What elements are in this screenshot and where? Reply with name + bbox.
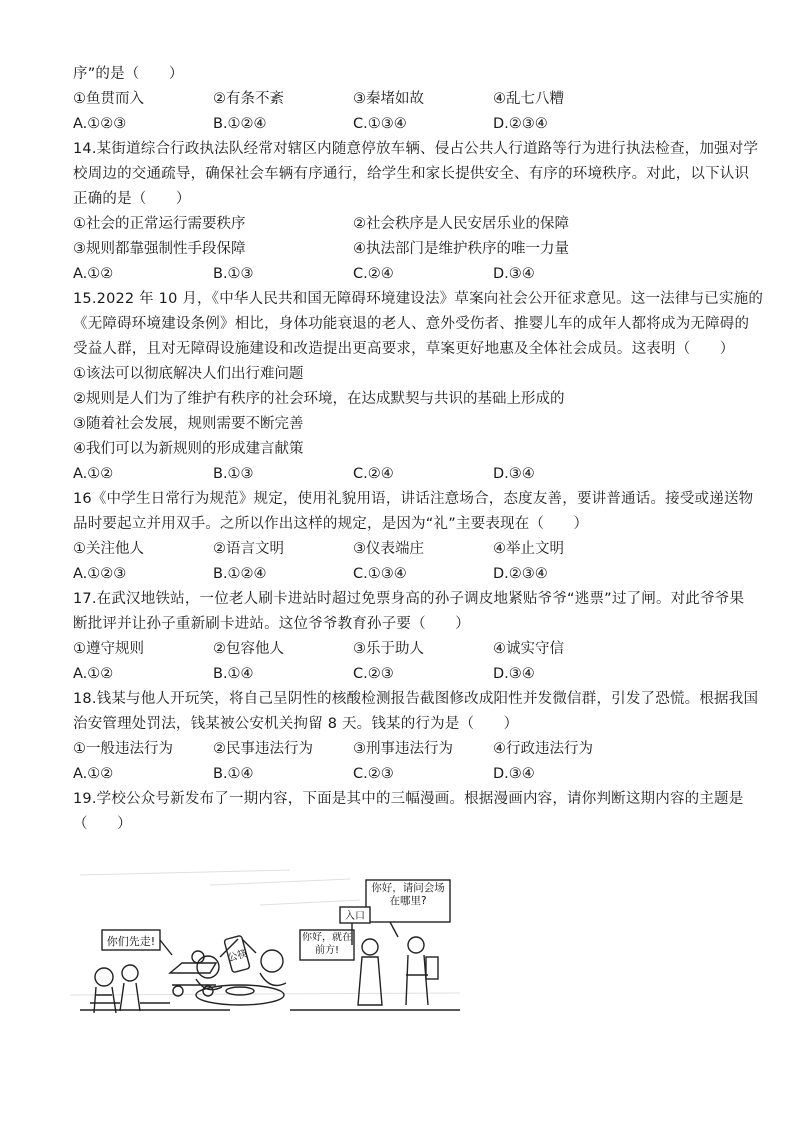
q18-statement-3: ③刑事违法行为: [353, 741, 453, 757]
q16-choice-d[interactable]: D.②③④: [493, 566, 548, 582]
person-icon: [122, 965, 138, 981]
q15-statement-1: ①该法可以彻底解决人们出行难问题: [73, 366, 304, 382]
comic-illustration: [60, 845, 470, 1020]
q14-choice-a[interactable]: A.①②: [73, 266, 114, 282]
q16-statement-2: ②语言文明: [213, 541, 284, 557]
q19-stem-line-2: （ ）: [73, 816, 132, 832]
q18-statement-4: ④行政违法行为: [493, 741, 593, 757]
q13-choice-d[interactable]: D.②③④: [493, 116, 548, 132]
panel3-entrance-text: 入口: [345, 911, 365, 922]
q14-statement-4: ④执法部门是维护秩序的唯一力量: [353, 241, 569, 257]
q15-statement-2: ②规则是人们为了维护有秩序的社会环境，在达成默契与共识的基础上形成的: [73, 391, 565, 407]
q15-choice-c[interactable]: C.②④: [353, 466, 394, 482]
q14-stem-line-2: 校周边的交通疏导，确保社会车辆有序通行，给学生和家长提供安全、有序的环境秩序。对此，以下认识: [73, 166, 750, 182]
q13-choice-b[interactable]: B.①②④: [213, 116, 267, 132]
panel3-answer-wrap: [302, 932, 352, 960]
q18-choice-a[interactable]: A.①②: [73, 766, 114, 782]
person-icon: [261, 950, 283, 972]
q17-choice-a[interactable]: A.①②: [73, 666, 114, 682]
q17-choice-b[interactable]: B.①④: [213, 666, 254, 682]
person-icon: [95, 968, 113, 986]
q14-statement-2: ②社会秩序是人民安居乐业的保障: [353, 216, 569, 232]
q13-choice-c[interactable]: C.①③④: [353, 116, 407, 132]
q15-choice-a[interactable]: A.①②: [73, 466, 114, 482]
person-icon: [362, 939, 378, 955]
q13-statement-1: ①鱼贯而入: [73, 91, 144, 107]
q16-choice-a[interactable]: A.①②③: [73, 566, 127, 582]
person-icon: [408, 937, 424, 953]
q17-statement-2: ②包容他人: [213, 641, 284, 657]
q17-choice-d[interactable]: D.③④: [493, 666, 535, 682]
q18-choice-b[interactable]: B.①④: [213, 766, 254, 782]
q16-statement-4: ④举止文明: [493, 541, 564, 557]
panel3-answer-text: 你好，就在前方!: [302, 932, 352, 956]
q15-choice-b[interactable]: B.①③: [213, 466, 254, 482]
q13-statement-2: ②有条不紊: [213, 91, 284, 107]
q14-choice-b[interactable]: B.①③: [213, 266, 254, 282]
q18-stem-line-2: 治安管理处罚法，钱某被公安机关拘留 8 天。钱某的行为是（ ）: [73, 716, 519, 732]
panel2-sign-text: 公筷: [226, 948, 249, 965]
backpack-icon: [426, 957, 438, 979]
q16-statement-1: ①关注他人: [73, 541, 144, 557]
q13-statement-4: ④乱七八糟: [493, 91, 564, 107]
q16-statement-3: ③仪表端庄: [353, 541, 424, 557]
q18-stem-line-1: 18.钱某与他人开玩笑，将自己呈阴性的核酸检测报告截图修改成阳性并发微信群，引发了恐慌。根据我国: [73, 691, 759, 707]
q19-stem-line-1: 19.学校公众号新发布了一期内容，下面是其中的三幅漫画。根据漫画内容，请你判断这期内容的主题是: [73, 791, 744, 807]
q14-choice-d[interactable]: D.③④: [493, 266, 535, 282]
q17-statement-1: ①遵守规则: [73, 641, 144, 657]
q16-choice-c[interactable]: C.①③④: [353, 566, 407, 582]
q15-statement-4: ④我们可以为新规则的形成建言献策: [73, 441, 304, 457]
panel1-sign-text: 你们先走!: [106, 935, 156, 948]
panel3-question-text: 你好，请问会场在哪里?: [371, 882, 445, 907]
q17-statement-3: ③乐于助人: [353, 641, 424, 657]
person-icon: [197, 956, 219, 978]
q17-stem-line-1: 17.在武汉地铁站，一位老人刷卡进站时超过免票身高的孙子调皮地紧贴爷爷“逃票”过了闸。对此爷爷果: [73, 591, 745, 607]
q15-choice-d[interactable]: D.③④: [493, 466, 535, 482]
q15-stem-line-1: 15.2022 年 10 月，《中华人民共和国无障碍环境建设法》草案向社会公开征求意见。这一法律与已实施的: [73, 291, 764, 307]
q14-stem-line-3: 正确的是（ ）: [73, 191, 191, 207]
q16-stem-line-2: 品时要起立并用双手。之所以作出这样的规定，是因为“礼”主要表现在（ ）: [73, 516, 589, 532]
q18-choice-c[interactable]: C.②③: [353, 766, 394, 782]
q18-statement-2: ②民事违法行为: [213, 741, 313, 757]
panel3-question-wrap: [368, 882, 448, 920]
q13-statement-3: ③秦堵如故: [353, 91, 424, 107]
q16-choice-b[interactable]: B.①②④: [213, 566, 267, 582]
q13-choice-a[interactable]: A.①②③: [73, 116, 127, 132]
q13-stem-tail: 序”的是（ ）: [73, 66, 184, 82]
q14-stem-line-1: 14.某街道综合行政执法队经常对辖区内随意停放车辆、侵占公共人行道路等行为进行执法检查，加强对学: [73, 141, 759, 157]
q17-choice-c[interactable]: C.②③: [353, 666, 394, 682]
q17-statement-4: ④诚实守信: [493, 641, 564, 657]
q15-stem-line-3: 受益人群，且对无障碍设施建设和改造提出更高要求，草案更好地惠及全体社会成员。这表明（ ）: [73, 341, 735, 357]
q14-statement-1: ①社会的正常运行需要秩序: [73, 216, 246, 232]
q14-statement-3: ③规则都靠强制性手段保障: [73, 241, 246, 257]
q14-choice-c[interactable]: C.②④: [353, 266, 394, 282]
q17-stem-line-2: 断批评并让孙子重新刷卡进站。这位爷爷教育孙子要（ ）: [73, 616, 470, 632]
q18-statement-1: ①一般违法行为: [73, 741, 173, 757]
q18-choice-d[interactable]: D.③④: [493, 766, 535, 782]
car-icon: [170, 963, 216, 985]
q15-statement-3: ③随着社会发展，规则需要不断完善: [73, 416, 304, 432]
q15-stem-line-2: 《无障碍环境建设条例》相比，身体功能衰退的老人、意外受伤者、推婴儿车的成年人都将成为无障碍的: [73, 316, 750, 332]
q16-stem-line-1: 16《中学生日常行为规范》规定，使用礼貌用语，讲话注意场合，态度友善，要讲普通话。接受或递送物: [73, 491, 754, 507]
